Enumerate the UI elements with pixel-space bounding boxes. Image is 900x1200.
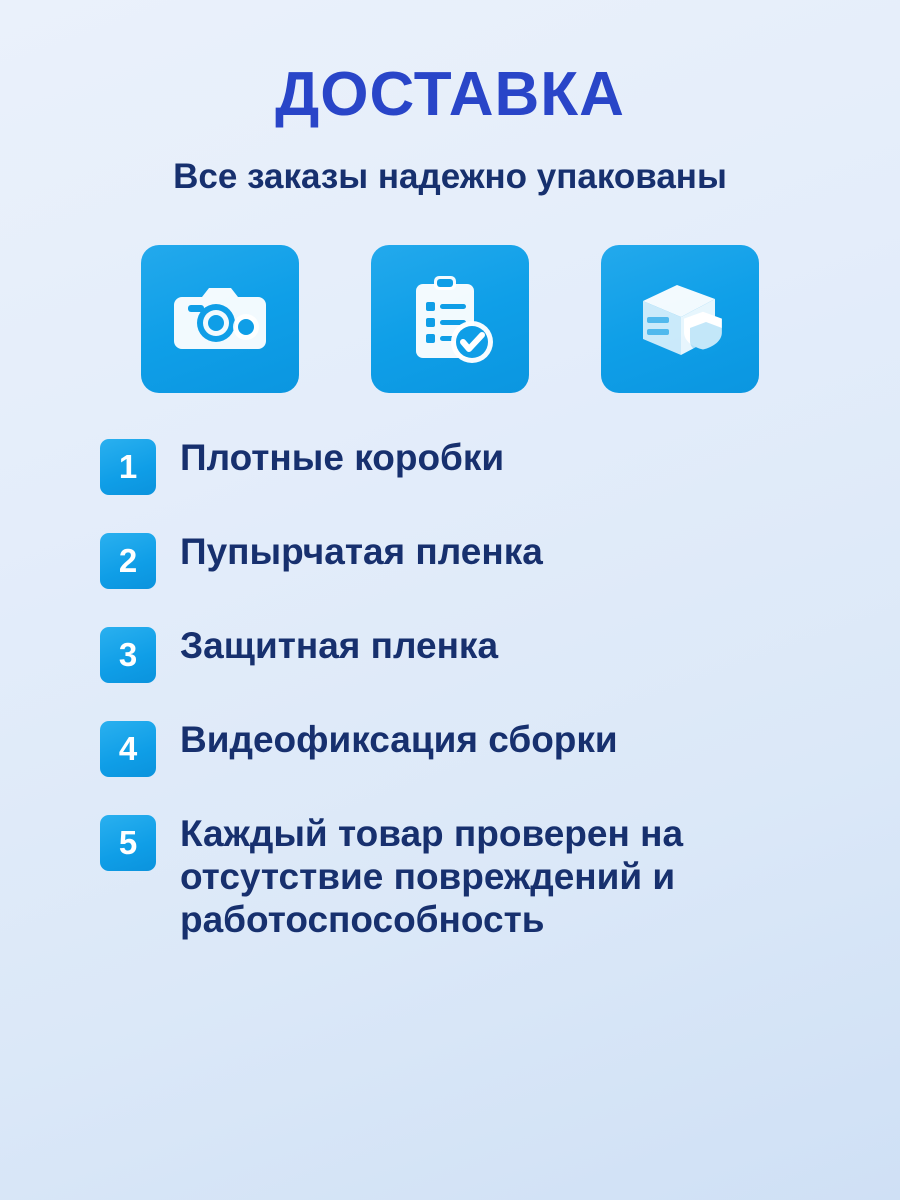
camera-icon [141,245,299,393]
list-item-label: Видеофиксация сборки [180,719,618,761]
list-item [100,625,498,683]
list-item [100,531,543,589]
list-item-label: Плотные коробки [180,437,505,479]
features-list [0,437,900,978]
list-item-number: 2 [100,533,156,589]
list-item-number: 3 [100,627,156,683]
list-item-label: Каждый товар проверен на отсутствие повреждений и работоспособность [180,813,684,940]
page-subtitle: Все заказы надежно упакованы [173,157,727,197]
list-item [100,437,504,495]
shielded-box-icon [601,245,759,393]
list-item [100,813,860,942]
list-item-label: Пупырчатая пленка [180,531,543,573]
list-item-number: 1 [100,439,156,495]
icons-row [141,245,759,393]
list-item [100,719,618,777]
list-item-number: 5 [100,815,156,871]
list-item-number: 4 [100,721,156,777]
checklist-clipboard-icon [371,245,529,393]
page-title: ДОСТАВКА [275,60,625,129]
list-item-label: Защитная пленка [180,625,499,667]
